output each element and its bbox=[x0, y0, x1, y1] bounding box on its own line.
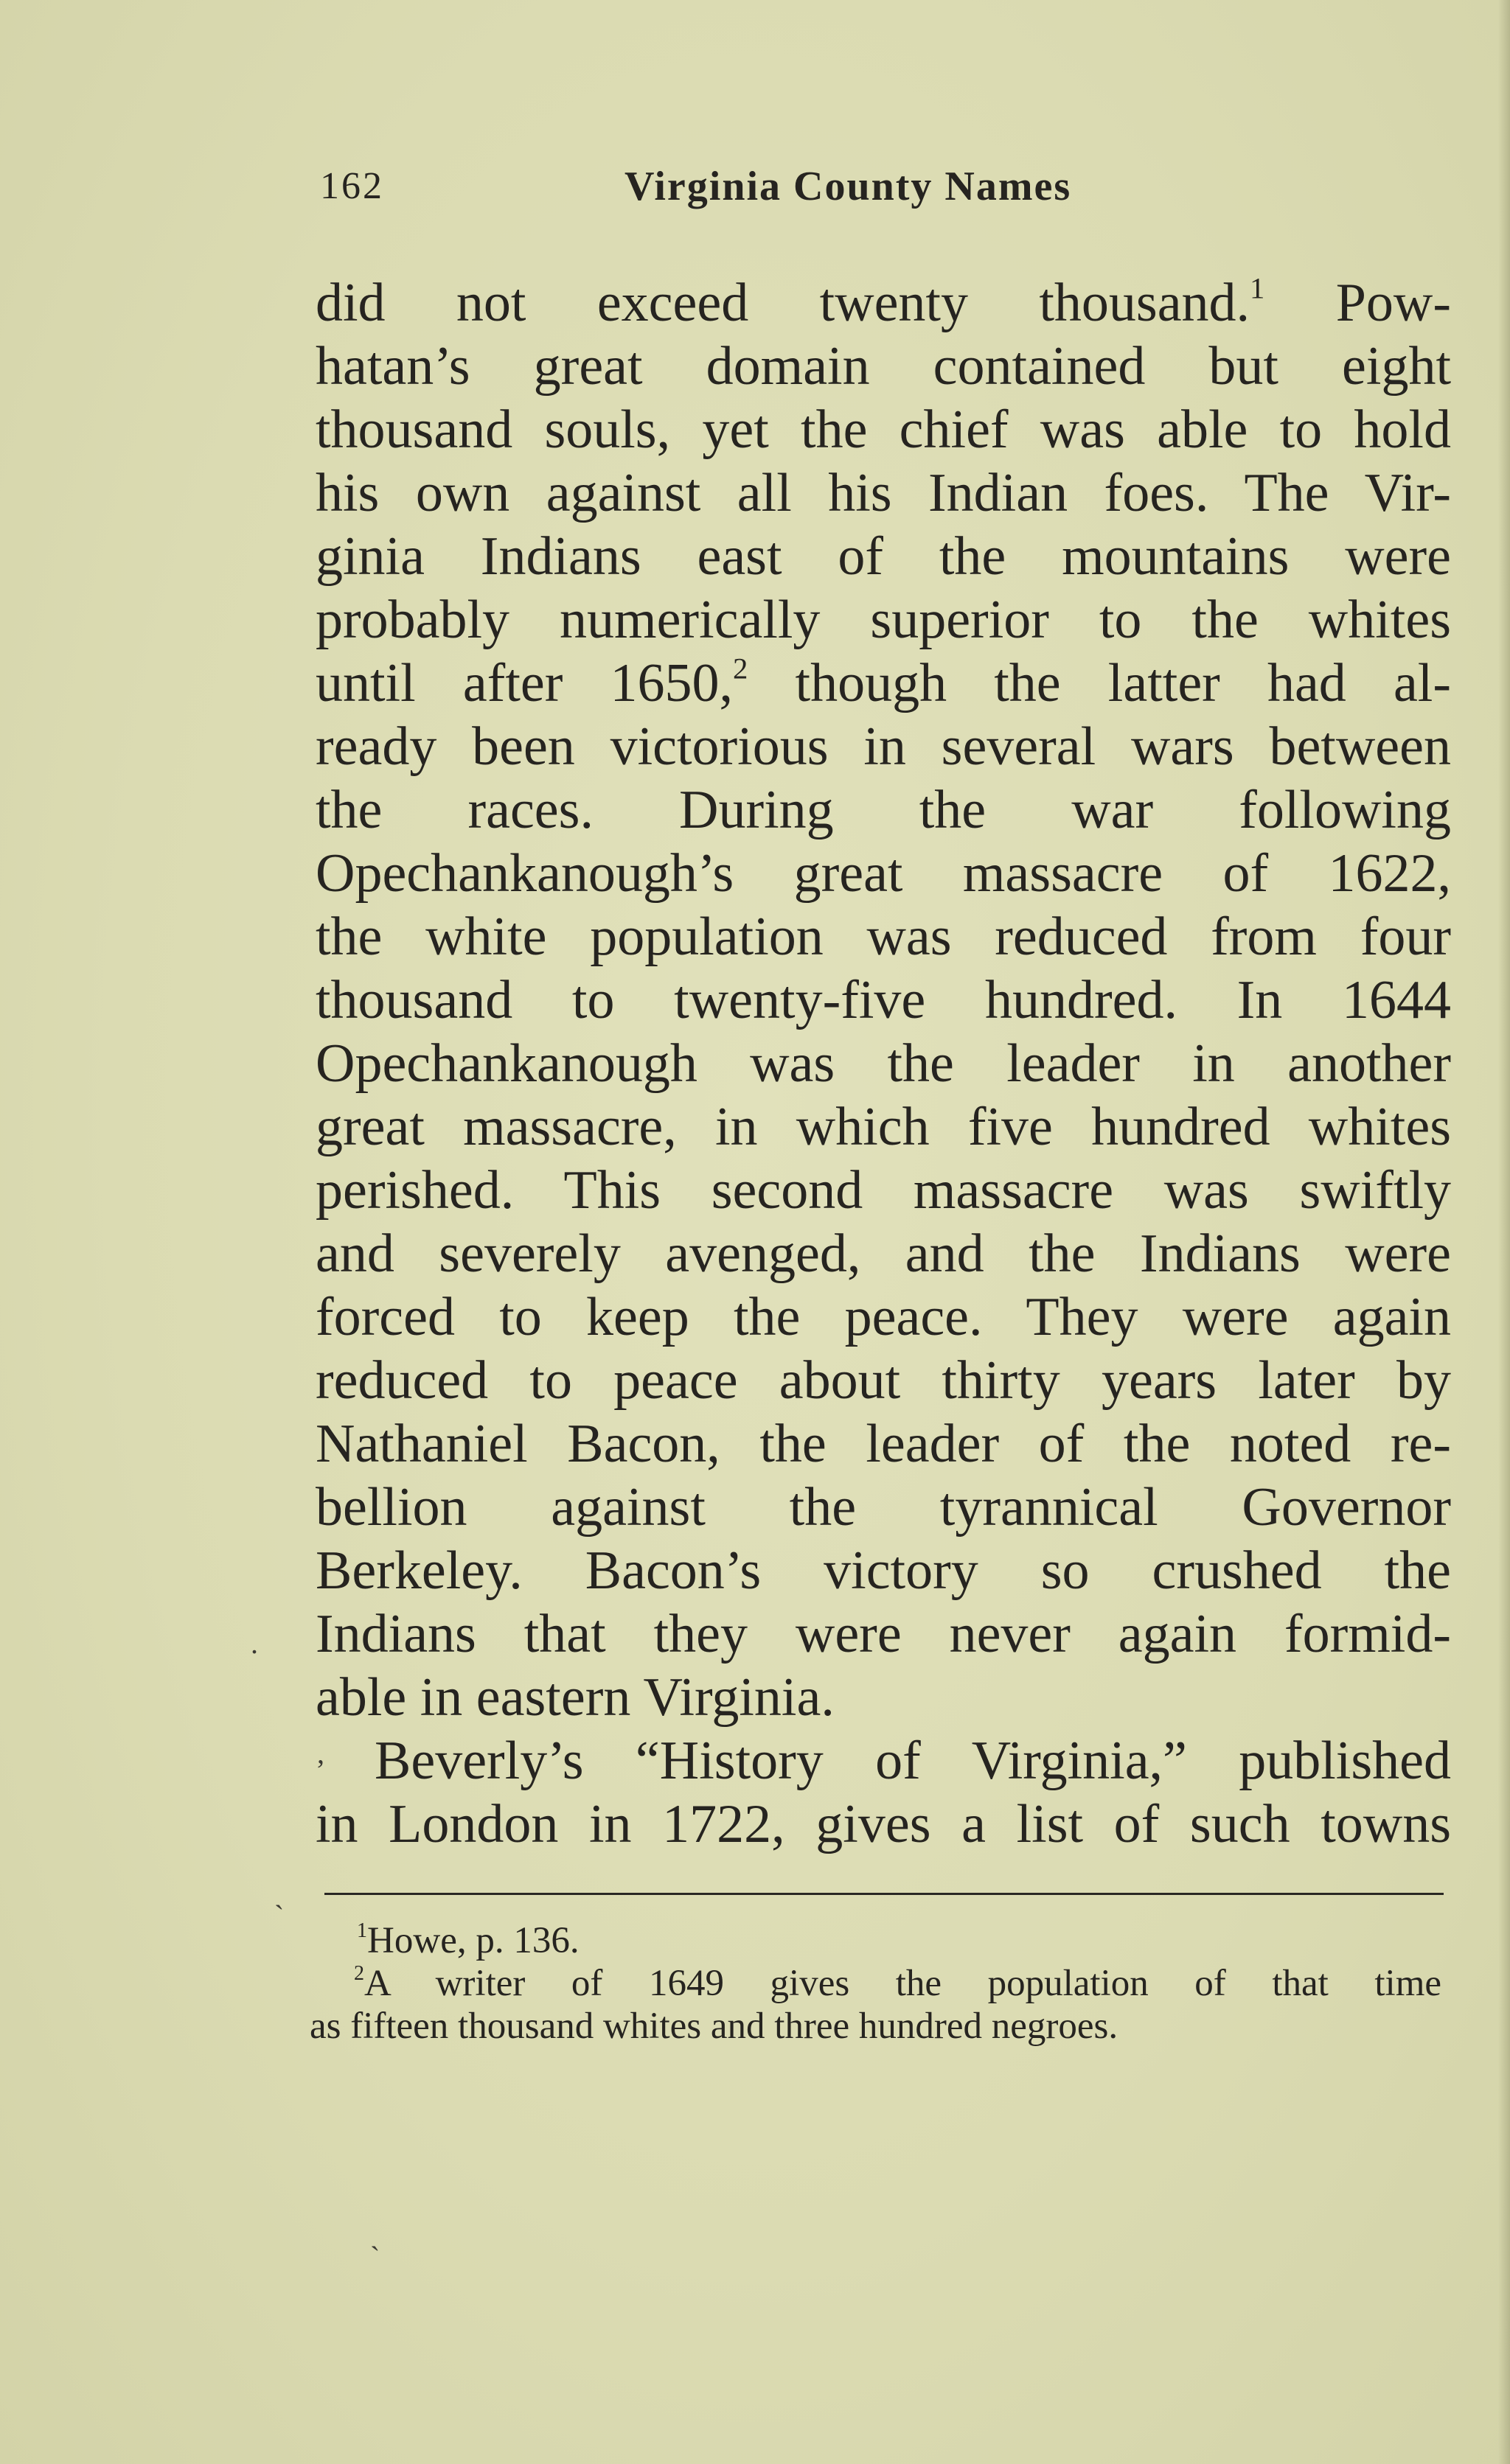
page-edge-shadow bbox=[1498, 0, 1510, 2464]
text-line: Nathaniel Bacon, the leader of the noted re- bbox=[316, 1414, 1451, 1474]
page-number: 162 bbox=[320, 165, 384, 207]
footnote-ref: 2 bbox=[733, 652, 748, 685]
stray-pencil-mark: . bbox=[251, 1627, 258, 1660]
footnote-2: $^2$A writer of 1649 gives the population of that time bbox=[354, 1961, 1441, 2004]
text-line: probably numerically superior to the whites bbox=[316, 590, 1451, 650]
text-line: Opechankanough’s great massacre of 1622, bbox=[316, 843, 1451, 904]
text-line: reduced to peace about thirty years later by bbox=[316, 1350, 1451, 1411]
footnote-1: $^1$Howe, p. 136. bbox=[357, 1919, 580, 1961]
text-line: forced to keep the peace. They were again bbox=[316, 1287, 1451, 1347]
text-line: great massacre, in which five hundred whites bbox=[316, 1097, 1451, 1157]
text-line: thousand souls, yet the chief was able to hold bbox=[316, 399, 1451, 460]
stray-pencil-mark: ˏ bbox=[370, 2218, 380, 2251]
text-line: able in eastern Virginia. bbox=[316, 1667, 835, 1728]
text-line: Indians that they were never again formid- bbox=[316, 1604, 1451, 1664]
text-line: did not exceed twenty thousand.$^1$ Pow- bbox=[316, 271, 1451, 333]
text-line: Opechankanough was the leader in another bbox=[316, 1033, 1451, 1094]
text-line: the white population was reduced from four bbox=[316, 907, 1451, 967]
text-line: his own against all his Indian foes. The Vir- bbox=[316, 463, 1451, 523]
running-title: Virginia County Names bbox=[624, 164, 1072, 209]
text-line: ready been victorious in several wars between bbox=[316, 716, 1451, 777]
footnote-rule bbox=[324, 1893, 1444, 1895]
running-head bbox=[320, 161, 1153, 212]
text-line: in London in 1722, gives a list of such towns bbox=[316, 1794, 1451, 1854]
paragraph-first-line: Beverly’s “History of Virginia,” published bbox=[375, 1731, 1451, 1791]
text-line: bellion against the tyrannical Governor bbox=[316, 1477, 1451, 1538]
text-line: the races. During the war following bbox=[316, 780, 1451, 840]
body-text bbox=[316, 271, 1451, 1856]
stray-pencil-mark: ˎ bbox=[274, 1877, 285, 1910]
footnotes bbox=[310, 1919, 1441, 2048]
text-line: thousand to twenty-five hundred. In 1644 bbox=[316, 970, 1451, 1030]
stray-pencil-mark: ʼ bbox=[316, 1753, 326, 1787]
text-line: and severely avenged, and the Indians were bbox=[316, 1224, 1451, 1284]
footnote-marker: 1 bbox=[357, 1919, 368, 1942]
footnote-2-continuation: as fifteen thousand whites and three hundred negroes. bbox=[310, 2006, 1118, 2047]
text-line: Berkeley. Bacon’s victory so crushed the bbox=[316, 1540, 1451, 1601]
text-line: ginia Indians east of the mountains were bbox=[316, 526, 1451, 587]
text-line: perished. This second massacre was swiftly bbox=[316, 1160, 1451, 1221]
text-line: hatan’s great domain contained but eight bbox=[316, 336, 1451, 397]
footnote-marker: 2 bbox=[354, 1961, 365, 1985]
footnote-ref: 1 bbox=[1250, 271, 1265, 305]
text-line: until after 1650,$^2$ though the latter had al- bbox=[316, 652, 1452, 713]
